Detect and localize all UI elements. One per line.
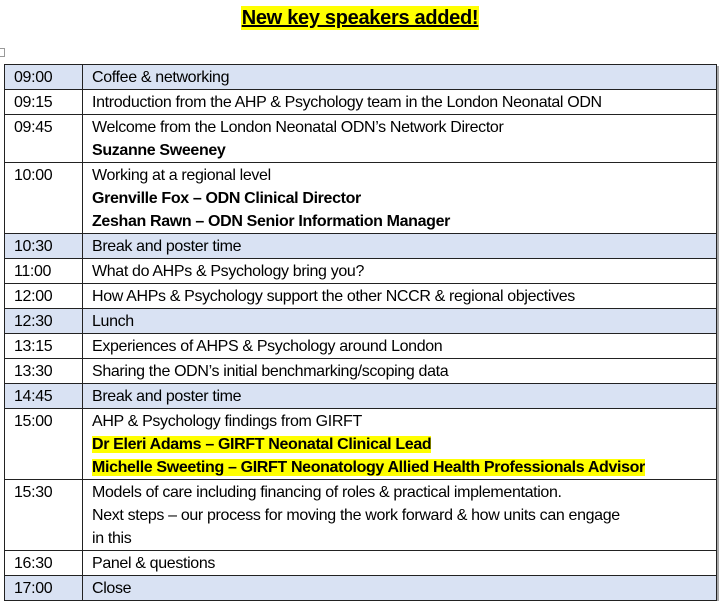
agenda-time: 09:00	[5, 65, 83, 90]
session-title	[92, 310, 716, 333]
speaker-line	[92, 187, 716, 210]
highlighted-speaker: Dr Eleri Adams – GIRFT Neonatal Clinical Lead	[92, 436, 432, 453]
agenda-time: 11:00	[5, 259, 83, 284]
agenda-row	[5, 359, 717, 384]
session-title	[92, 285, 716, 308]
line-text: Lunch	[92, 313, 134, 330]
line-text: Sharing the ODN’s initial benchmarking/scoping data	[92, 363, 449, 380]
agenda-time: 13:30	[5, 359, 83, 384]
line-text: AHP & Psychology findings from GIRFT	[92, 413, 362, 430]
session-title	[92, 360, 716, 383]
agenda-row	[5, 115, 717, 163]
agenda-description	[83, 384, 717, 409]
agenda-row	[5, 65, 717, 90]
agenda-row	[5, 284, 717, 309]
agenda-description	[83, 90, 717, 115]
agenda-table	[4, 64, 717, 601]
agenda-description	[83, 115, 717, 163]
session-title	[92, 335, 716, 358]
agenda-time: 10:00	[5, 163, 83, 234]
session-title	[92, 410, 716, 433]
agenda-time: 16:30	[5, 551, 83, 576]
line-text: Close	[92, 580, 132, 597]
agenda-time: 12:30	[5, 309, 83, 334]
agenda-description	[83, 284, 717, 309]
line-text: Break and poster time	[92, 238, 242, 255]
agenda-row	[5, 551, 717, 576]
session-title	[92, 66, 716, 89]
agenda-description	[83, 576, 717, 601]
speaker-line	[92, 139, 716, 162]
session-title	[92, 235, 716, 258]
agenda-row	[5, 309, 717, 334]
line-text: How AHPs & Psychology support the other NCCR & regional objectives	[92, 288, 575, 305]
speaker-line	[92, 456, 716, 479]
agenda-description	[83, 163, 717, 234]
line-text: Welcome from the London Neonatal ODN’s Network Director	[92, 119, 504, 136]
agenda-description	[83, 259, 717, 284]
line-text: Introduction from the AHP & Psychology team in the London Neonatal ODN	[92, 94, 602, 111]
speaker-line	[92, 433, 716, 456]
line-text: Suzanne Sweeney	[92, 142, 226, 159]
agenda-time: 15:30	[5, 480, 83, 551]
session-title	[92, 385, 716, 408]
line-text: Models of care including financing of roles & practical implementation.	[92, 484, 562, 501]
agenda-row	[5, 163, 717, 234]
agenda-row	[5, 409, 717, 480]
session-title	[92, 260, 716, 283]
banner-container	[0, 6, 720, 30]
session-title	[92, 552, 716, 575]
agenda-row	[5, 384, 717, 409]
agenda-row	[5, 334, 717, 359]
session-title	[92, 164, 716, 187]
agenda-time: 09:15	[5, 90, 83, 115]
agenda-description	[83, 234, 717, 259]
agenda-body	[5, 65, 717, 601]
agenda-description	[83, 65, 717, 90]
speaker-line	[92, 210, 716, 233]
line-text: Panel & questions	[92, 555, 216, 572]
line-text: Coffee & networking	[92, 69, 230, 86]
line-text: Working at a regional level	[92, 167, 271, 184]
agenda-time: 15:00	[5, 409, 83, 480]
highlighted-speaker: Michelle Sweeting – GIRFT Neonatology Allied Health Professionals Advisor	[92, 459, 645, 476]
line-text: in this	[92, 530, 132, 547]
agenda-description	[83, 409, 717, 480]
table-anchor-handle[interactable]	[0, 48, 5, 57]
line-text: Zeshan Rawn – ODN Senior Information Manager	[92, 213, 450, 230]
line-text: Break and poster time	[92, 388, 242, 405]
session-title	[92, 504, 716, 527]
agenda-row	[5, 234, 717, 259]
line-text: Experiences of AHPS & Psychology around London	[92, 338, 443, 355]
agenda-row	[5, 480, 717, 551]
agenda-description	[83, 480, 717, 551]
agenda-time: 12:00	[5, 284, 83, 309]
agenda-description	[83, 334, 717, 359]
line-text: What do AHPs & Psychology bring you?	[92, 263, 364, 280]
agenda-time: 09:45	[5, 115, 83, 163]
announcement-banner: New key speakers added!	[241, 7, 479, 29]
session-title	[92, 481, 716, 504]
session-title	[92, 116, 716, 139]
agenda-time: 14:45	[5, 384, 83, 409]
agenda-time: 17:00	[5, 576, 83, 601]
agenda-description	[83, 309, 717, 334]
agenda-row	[5, 90, 717, 115]
agenda-description	[83, 359, 717, 384]
line-text: Grenville Fox – ODN Clinical Director	[92, 190, 361, 207]
line-text: Next steps – our process for moving the work forward & how units can engage	[92, 507, 620, 524]
session-title	[92, 527, 716, 550]
session-title	[92, 577, 716, 600]
agenda-description	[83, 551, 717, 576]
session-title	[92, 91, 716, 114]
agenda-row	[5, 576, 717, 601]
agenda-time: 13:15	[5, 334, 83, 359]
agenda-row	[5, 259, 717, 284]
agenda-time: 10:30	[5, 234, 83, 259]
